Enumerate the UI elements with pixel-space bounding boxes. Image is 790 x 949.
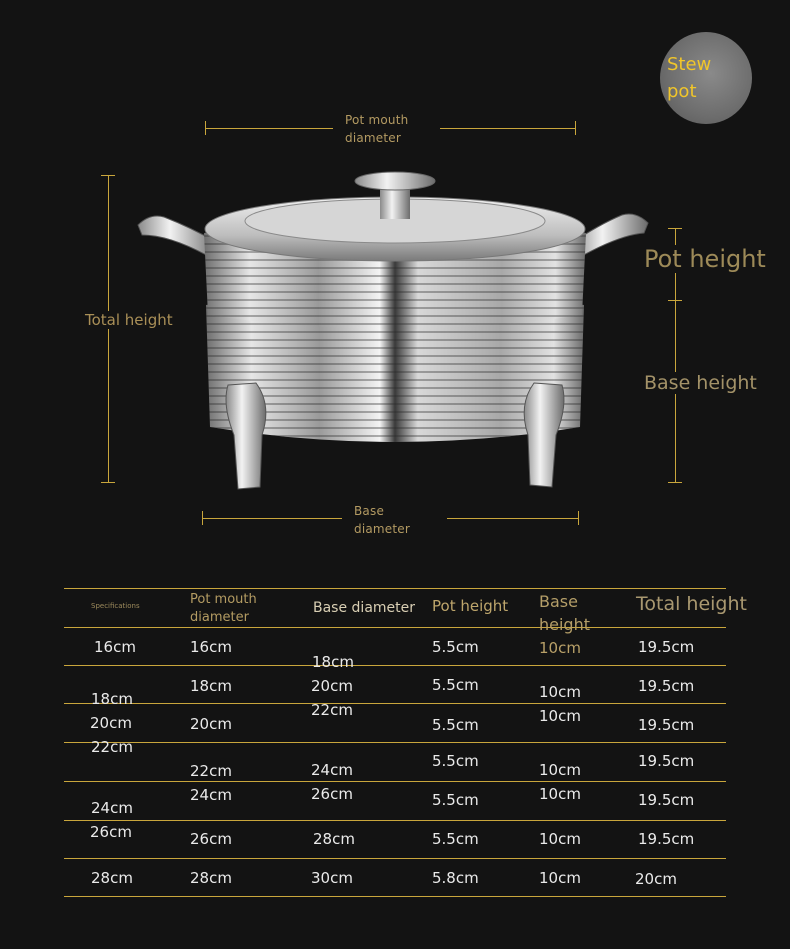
table-row-2-base-height: 10cm	[539, 683, 581, 701]
base-diameter-tick-right	[578, 511, 579, 525]
table-row-1-base-height: 10cm	[539, 639, 581, 657]
table-row-3-base-height: 10cm	[539, 707, 581, 725]
table-row-4-base-diameter: 24cm	[311, 761, 353, 779]
table-rule-4	[64, 742, 726, 743]
badge-line2: pot	[667, 81, 697, 102]
base-height-tick-bottom	[668, 482, 682, 483]
pot-mouth-tick-right	[575, 121, 576, 135]
table-rule-6	[64, 820, 726, 821]
table-row-6-base-diameter: 28cm	[313, 830, 355, 848]
table-row-7-base-diameter: 30cm	[311, 869, 353, 887]
header-pot-mouth-diameter: Pot mouth diameter	[190, 592, 257, 625]
table-rule-3	[64, 703, 726, 704]
table-row-4-total-height: 19.5cm	[638, 752, 695, 770]
header-base-height: Base height	[539, 592, 590, 634]
stew-pot-image	[130, 165, 660, 500]
pot-height-tick-top	[668, 228, 682, 229]
pot-mouth-dimension-line-left	[205, 128, 333, 129]
pot-mouth-diameter-label: Pot mouth diameter	[345, 113, 409, 145]
table-row-7-spec: 28cm	[91, 869, 133, 887]
table-row-3-spec: 20cm	[90, 714, 132, 732]
base-diameter-label: Base diameter	[354, 504, 410, 536]
pot-mouth-tick-left	[205, 121, 206, 135]
table-row-2-total-height: 19.5cm	[638, 677, 695, 695]
table-row-7-pot-mouth: 28cm	[190, 869, 232, 887]
table-row-6-pot-height: 5.5cm	[432, 830, 479, 848]
table-row-2-base-diameter: 20cm	[311, 677, 353, 695]
table-row-3-base-diameter: 22cm	[311, 701, 353, 719]
table-row-1-pot-mouth: 16cm	[190, 638, 232, 656]
table-rule-7	[64, 858, 726, 859]
header-base-diameter: Base diameter	[313, 600, 416, 616]
table-row-5-base-diameter: 26cm	[311, 785, 353, 803]
table-row-2-pot-mouth: 18cm	[190, 677, 232, 695]
total-height-label: Total height	[85, 311, 173, 329]
table-row-3-total-height: 19.5cm	[638, 716, 695, 734]
table-row-3-pot-mouth: 20cm	[190, 715, 232, 733]
table-rule-bottom	[64, 896, 726, 897]
table-row-6-base-height: 10cm	[539, 830, 581, 848]
pot-mouth-dimension-line-right	[440, 128, 576, 129]
table-row-3-pot-height: 5.5cm	[432, 716, 479, 734]
table-row-2-pot-height: 5.5cm	[432, 676, 479, 694]
table-row-6-spec: 26cm	[90, 823, 132, 841]
table-rule-2	[64, 665, 726, 666]
table-row-2-spec: 18cm	[91, 690, 133, 708]
table-rule-1	[64, 627, 726, 628]
header-pot-height: Pot height	[432, 597, 509, 615]
table-row-4-base-height: 10cm	[539, 761, 581, 779]
table-rule-5	[64, 781, 726, 782]
table-row-5-base-height: 10cm	[539, 785, 581, 803]
header-total-height: Total height	[636, 593, 747, 615]
base-height-label: Base height	[644, 372, 757, 394]
table-row-1-base-diameter: 18cm	[312, 653, 354, 671]
table-row-7-total-height: 20cm	[635, 870, 677, 888]
total-height-dimension-line	[108, 175, 109, 483]
table-row-7-pot-height: 5.8cm	[432, 869, 479, 887]
table-row-7-base-height: 10cm	[539, 869, 581, 887]
table-row-4-pot-height: 5.5cm	[432, 752, 479, 770]
table-row-5-spec: 24cm	[91, 799, 133, 817]
table-row-5-pot-height: 5.5cm	[432, 791, 479, 809]
table-row-5-pot-mouth: 24cm	[190, 786, 232, 804]
base-diameter-dimension-line-right	[447, 518, 579, 519]
pot-height-label: Pot height	[644, 245, 766, 273]
table-row-1-pot-height: 5.5cm	[432, 638, 479, 656]
table-row-4-pot-mouth: 22cm	[190, 762, 232, 780]
table-row-4-spec: 22cm	[91, 738, 133, 756]
header-specifications: Specifications	[91, 602, 140, 610]
badge-label	[667, 51, 711, 105]
table-row-6-pot-mouth: 26cm	[190, 830, 232, 848]
total-height-tick-bottom	[101, 482, 115, 483]
base-diameter-dimension-line-left	[202, 518, 342, 519]
table-rule-top	[64, 588, 726, 589]
total-height-tick-top	[101, 175, 115, 176]
table-row-1-total-height: 19.5cm	[638, 638, 695, 656]
base-diameter-tick-left	[202, 511, 203, 525]
table-row-1-spec: 16cm	[94, 638, 136, 656]
table-row-5-total-height: 19.5cm	[638, 791, 695, 809]
badge-line1: Stew	[667, 54, 712, 75]
table-row-6-total-height: 19.5cm	[638, 830, 695, 848]
